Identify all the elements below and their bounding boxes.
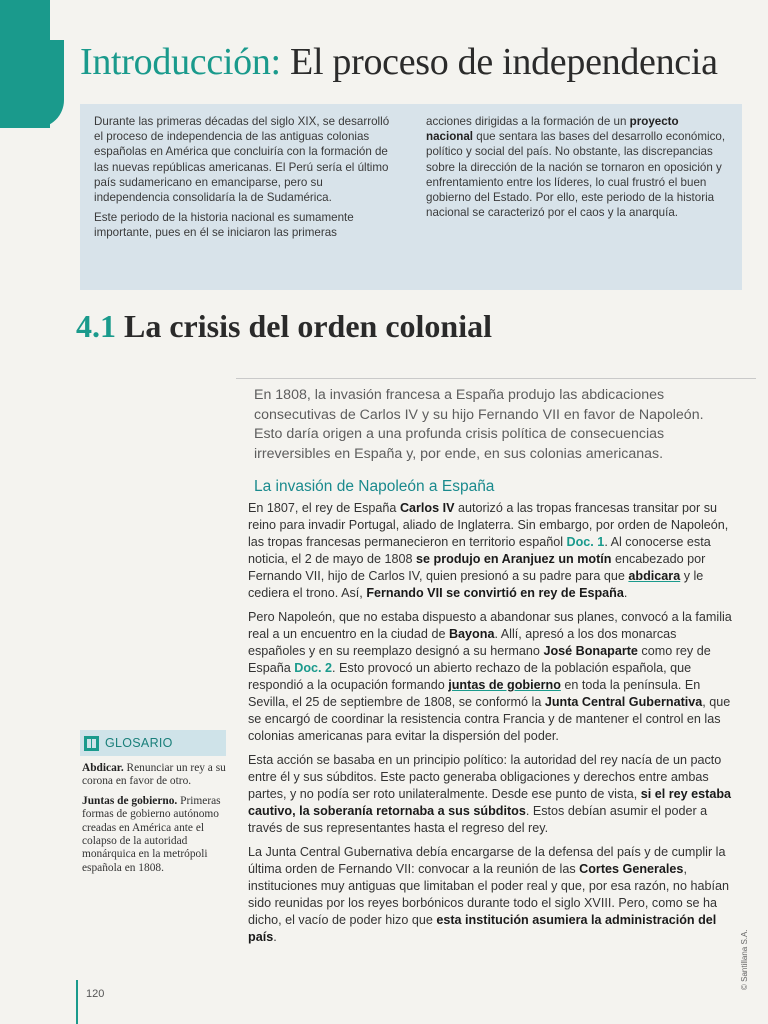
- body-bold-run: José Bonaparte: [543, 644, 638, 658]
- doc-2-link[interactable]: Doc. 2: [294, 661, 333, 675]
- chapter-tab-decoration: [0, 0, 50, 128]
- body-text-run: En 1807, el rey de España: [248, 501, 400, 515]
- glossary-definition: Renunciar un rey a su corona en favor de otro.: [82, 762, 226, 788]
- body-bold-run: Junta Central Gubernativa: [544, 695, 703, 709]
- body-text-run: . Esto provocó un abierto rechazo de la población española, que respondió a la ocupación formando: [248, 661, 692, 692]
- lead-paragraph: En 1808, la invasión francesa a España produjo las abdicaciones consecutivas de Carlos IV y su hijo Fernando VII en favor de Napoleón. Esto daría origen a una profunda crisis política de consecuencias irreversibles en España y, por ende, en sus colonias americanas.: [254, 387, 704, 462]
- glossary-entry: [82, 762, 226, 789]
- glossary-link-abdicar[interactable]: abdicara: [628, 569, 681, 583]
- intro-paragraph-2: Este periodo de la historia nacional es sumamente importante, pues en él se iniciaron las primeras: [94, 211, 354, 240]
- body-bold-run: se produjo en Aranjuez un motín: [416, 552, 612, 566]
- body-paragraph-4: [248, 844, 734, 946]
- glossary-header: [80, 730, 226, 756]
- body-text-run: La Junta Central Gubernativa debía encargarse de la defensa del país y de cumplir la última orden de Fernando VII: convocar a la reunión de las: [248, 845, 726, 876]
- page-title-main: El proceso de independencia: [280, 41, 718, 83]
- intro-text: acciones dirigidas a la formación de un: [426, 115, 630, 128]
- intro-key-term: proyecto nacional: [426, 115, 679, 144]
- body-text-run: . Allí, apresó a los dos monarcas españoles y en su reemplazo designó a su hermano: [248, 627, 677, 658]
- body-text-run: Pero Napoleón, que no estaba dispuesto a abandonar sus planes, convocó a la familia real a un encuentro en la ciudad de: [248, 610, 732, 641]
- body-text-run: , instituciones muy antiguas que limitaban el poder real y que, por esa razón, no habían sido reunidas por los reyes borbónicos durante todo el siglo XVIII. Pero, como se ha dicho, el vacío de poder hizo que: [248, 862, 729, 927]
- book-icon: [84, 736, 99, 751]
- glossary-definition: Primeras formas de gobierno autónomo creadas en América ante el colapso de la autoridad monárquica en la metrópoli española en 1808.: [82, 794, 221, 874]
- body-text-run: como rey de España: [248, 644, 711, 675]
- glossary-title: GLOSARIO: [105, 736, 173, 750]
- section-title: [76, 308, 492, 345]
- page-title: [80, 40, 718, 84]
- subsection-title: La invasión de Napoleón a España: [254, 478, 495, 495]
- body-text-run: , que se encargó de coordinar la resistencia contra Francia y de mantener el control en las colonias americanas para evitar la dispersión del poder.: [248, 695, 731, 743]
- body-bold-run: Cortes Generales: [579, 862, 684, 876]
- body-text-run: y le cediera el trono. Así,: [248, 569, 704, 600]
- page-title-accent: Introducción:: [80, 41, 281, 83]
- body-text-run: . Estos debían asumir el poder a través de sus representantes hasta el regreso del rey.: [248, 804, 708, 835]
- section-title-text: La crisis del orden colonial: [116, 308, 492, 344]
- glossary-term: Juntas de gobierno.: [82, 794, 178, 807]
- body-bold-run: Bayona: [448, 627, 495, 641]
- intro-paragraph-3: [426, 114, 728, 220]
- intro-column-right: [426, 114, 728, 282]
- body-bold-run: si el rey estaba cautivo, la soberanía retornaba a sus súbditos: [248, 787, 732, 818]
- body-text-run: . Al conocerse esta noticia, el 2 de mayo de 1808: [248, 535, 711, 566]
- publisher-credit: © Santillana S.A.: [740, 929, 749, 990]
- body-bold-run: esta institución asumiera la administración del país: [248, 913, 717, 944]
- glossary-entry: [82, 795, 226, 875]
- intro-paragraph-1: Durante las primeras décadas del siglo XIX, se desarrolló el proceso de independencia de las antiguas colonias españolas en América que concluiría con la formación de las nuevas repúblicas americanas. El Perú sería el último país sudamericano en emanciparse, pero su independencia consolidaría la de Sudamérica.: [94, 115, 390, 205]
- glossary-term: Abdicar.: [82, 762, 124, 774]
- body-bold-run: Fernando VII se convirtió en rey de España: [366, 586, 624, 600]
- body-text-run: .: [623, 586, 628, 600]
- page-number: 120: [86, 988, 105, 1000]
- body-text-run: encabezado por Fernando VII, hijo de Carlos IV, quien presionó a su padre para que: [248, 552, 706, 583]
- body-text-run: .: [273, 930, 277, 944]
- glossary-link-juntas[interactable]: juntas de gobierno: [448, 678, 561, 692]
- section-divider: [236, 378, 756, 379]
- body-paragraph-3: [248, 752, 734, 837]
- intro-column-left: [94, 114, 396, 282]
- glossary-body: [80, 756, 226, 875]
- body-text-run: autorizó a las tropas francesas transitar por su reino para invadir Portugal, aliado de Inglaterra. Sin embargo, por orden de Napoleón, las tropas francesas permanecieron en territorio español: [248, 501, 729, 549]
- body-text: [248, 500, 734, 953]
- intro-text: que sentara las bases del desarrollo económico, político y social del país. No obstante, las discrepancias sobre la dirección de la nación se tornaron en oposición y enfrentamiento entre los líderes, lo cual frustró el buen gobierno del Estado. Por ello, este periodo de la historia nacional se caracterizó por el caos y la anarquía.: [426, 130, 726, 220]
- section-number: 4.1: [76, 308, 116, 344]
- body-paragraph-1: [248, 500, 734, 602]
- doc-1-link[interactable]: Doc. 1: [566, 535, 605, 549]
- page-number-rule: [76, 980, 78, 1024]
- body-paragraph-2: [248, 609, 734, 745]
- body-text-run: en toda la península. En Sevilla, el 25 de septiembre de 1808, se conformó la: [248, 678, 701, 709]
- body-text-run: Esta acción se basaba en un principio político: la autoridad del rey nacía de un pacto entre él y sus súbditos. Este pacto generaba obligaciones y derechos entre ambas partes, y no podía ser roto unilateralmente. Desde ese punto de vista,: [248, 753, 722, 801]
- glossary-box: [80, 730, 226, 881]
- intro-box: [80, 104, 742, 290]
- body-bold-run: Carlos IV: [399, 501, 455, 515]
